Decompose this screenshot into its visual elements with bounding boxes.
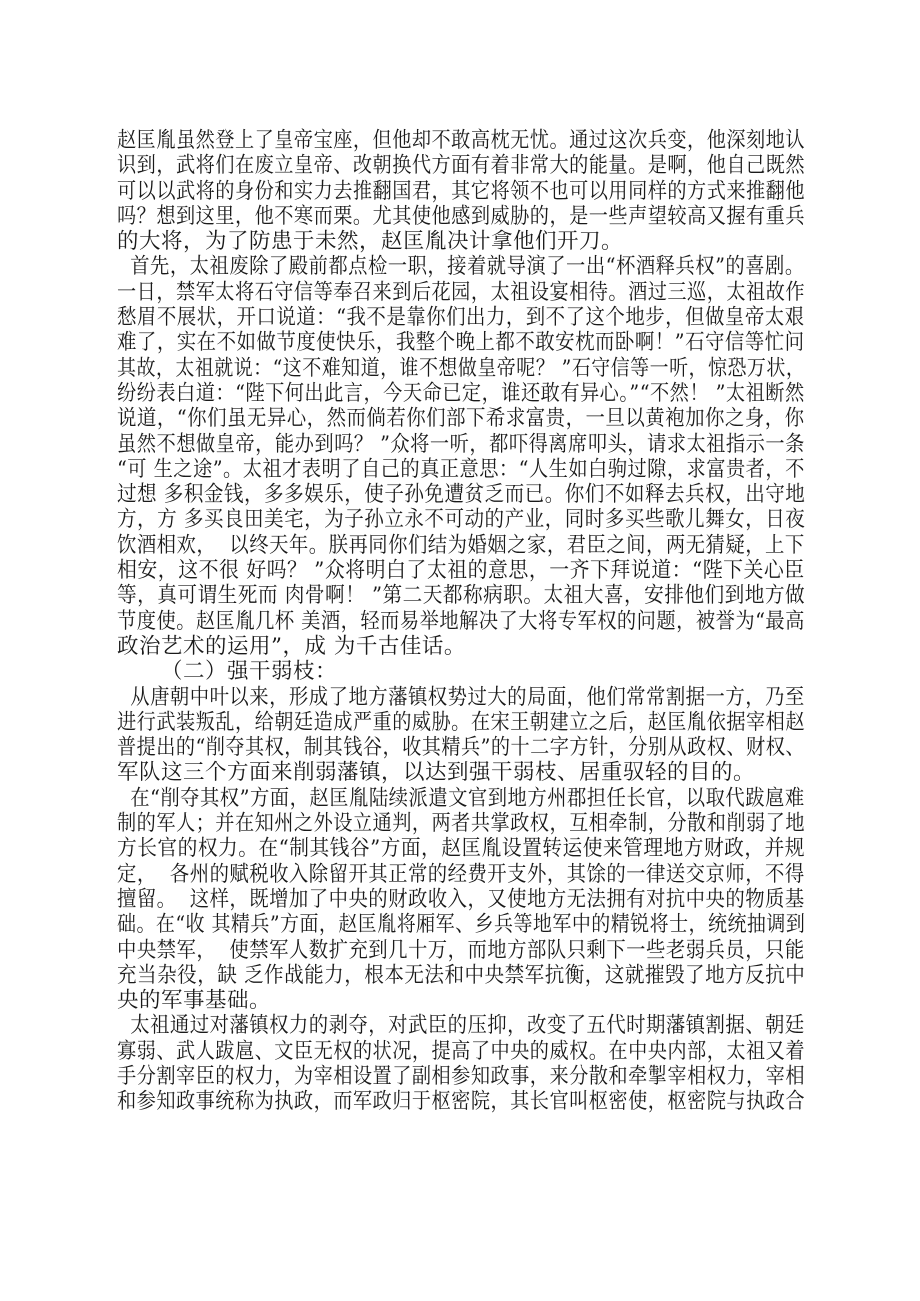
text-line: 进行武装叛乱，给朝廷造成严重的威胁。在宋王朝建立之后，赵匡胤依据宰相赵 [117, 709, 806, 735]
text-line: 和参知政事统称为执政，而军政归于枢密院，其长官叫枢密使，枢密院与执政合 [117, 1089, 806, 1115]
text-line: 中央禁军， 使禁军人数扩充到几十万，而地方部队只剩下一些老弱兵员，只能 [117, 937, 805, 963]
text-line: 赵匡胤虽然登上了皇帝宝座，但他却不敢高枕无忧。通过这次兵变，他深刻地认 [117, 128, 806, 153]
text-line: 识到，武将们在废立皇帝、改朝换代方面有着非常大的能量。是啊，他自己既然 [117, 153, 806, 179]
text-line: 说道，“你们虽无异心，然而倘若你们部下希求富贵，一旦以黄袍加你之身，你 [117, 406, 805, 432]
text-line: 等，真可谓生死而 肉骨啊！ ”第二天都称病职。太祖大喜，安排他们到地方做 [117, 583, 806, 609]
text-line: 擅留。 这样，既增加了中央的财政收入，又使地方无法拥有对抗中央的物质基 [117, 886, 805, 912]
text-line: 饮酒相欢， 以终天年。朕再同你们结为婚姻之家，君臣之间，两无猜疑，上下 [117, 532, 805, 558]
text-line: 军队这三个方面来削弱藩镇，以达到强干弱枝、居重驭轻的目的。 [117, 760, 756, 786]
text-line: 定， 各州的赋税收入除留开其正常的经费开支外，其馀的一律送交京师，不得 [117, 861, 805, 887]
text-line: 过想 多积金钱，多多娱乐，使子孙免遭贫乏而已。你们不如释去兵权，出守地 [117, 482, 806, 508]
text-line: 普提出的“削夺其权，制其钱谷，收其精兵”的十二字方针，分别从政权、财权、 [117, 735, 805, 761]
text-line: 的大将，为了防患于未然，赵匡胤决计拿他们开刀。 [117, 229, 624, 255]
text-line: 从唐朝中叶以来，形成了地方藩镇权势过大的局面，他们常常割据一方，乃至 [117, 684, 805, 710]
text-line: 方长官的权力。在“制其钱谷”方面，赵匡胤设置转运使来管理地方财政，并规 [117, 836, 806, 862]
text-line: 制的军人；并在知州之外设立通判，两者共掌政权，互相牵制，分散和削弱了地 [117, 811, 806, 837]
text-line: “可 生之途”。太祖才表明了自己的真正意思：“人生如白驹过隙，求富贵者，不 [117, 456, 805, 482]
text-line: 愁眉不展状，开口说道：“我不是靠你们出力，到不了这个地步，但做皇帝太艰 [117, 305, 805, 331]
text-line: 吗？想到这里，他不寒而栗。尤其使他感到威胁的，是一些声望较高又握有重兵 [117, 203, 806, 229]
text-line: 一日，禁军太将石守信等奉召来到后花园，太祖设宴相待。酒过三巡，太祖故作 [117, 279, 806, 305]
text-line: 太祖通过对藩镇权力的剥夺，对武臣的压抑，改变了五代时期藩镇割据、朝廷 [117, 1013, 805, 1039]
text-line: 手分割宰臣的权力，为宰相设置了副相参知政事，来分散和牵掣宰相权力，宰相 [117, 1063, 806, 1089]
text-line: 首先，太祖废除了殿前都点检一职，接着就导演了一出“杯酒释兵权”的喜剧。 [117, 254, 805, 280]
text-line: 虽然不想做皇帝，能办到吗？ ”众将一听，都吓得离席叩头，请求太祖指示一条 [117, 431, 805, 457]
text-line: 相安，这不很 好吗？ ”众将明白了太祖的意思，一齐下拜说道：“陛下关心臣 [117, 558, 805, 584]
text-line: 充当杂役，缺 乏作战能力，根本无法和中央禁军抗衡，这就摧毁了地方反抗中 [117, 962, 806, 988]
text-line: （二）强干弱枝： [117, 659, 338, 685]
text-line: 础。在“收 其精兵”方面，赵匡胤将厢军、乡兵等地军中的精锐将士，统统抽调到 [117, 912, 806, 938]
text-line: 寡弱、武人跋扈、文臣无权的状况，提高了中央的威权。在中央内部，太祖又着 [117, 1038, 806, 1064]
text-line: 可以以武将的身份和实力去推翻国君，其它将领不也可以用同样的方式来推翻他 [117, 178, 806, 204]
text-line: 难了，实在不如做节度使快乐，我整个晚上都不敢安枕而卧啊！”石守信等忙问 [117, 330, 805, 356]
text-line: 节度使。赵匡胤几杯 美酒，轻而易举地解决了大将专军权的问题，被誉为“最高 [117, 608, 805, 634]
text-line: 政治艺术的运用”，成 为千古佳话。 [117, 633, 466, 659]
document-page [117, 128, 807, 1115]
text-line: 其故，太祖就说：“这不难知道，谁不想做皇帝呢？ ”石守信等一听，惊恐万状， [117, 355, 806, 381]
text-line: 央的军事基础。 [117, 988, 272, 1014]
text-line: 在“削夺其权”方面，赵匡胤陆续派遣文官到地方州郡担任长官，以取代跋扈难 [117, 785, 805, 811]
text-line: 纷纷表白道：“陛下何出此言，今天命已定，谁还敢有异心。”“不然！ ”太祖断然 [117, 380, 805, 406]
text-line: 方，方 多买良田美宅，为子孙立永不可动的产业，同时多买些歌儿舞女，日夜 [117, 507, 806, 533]
